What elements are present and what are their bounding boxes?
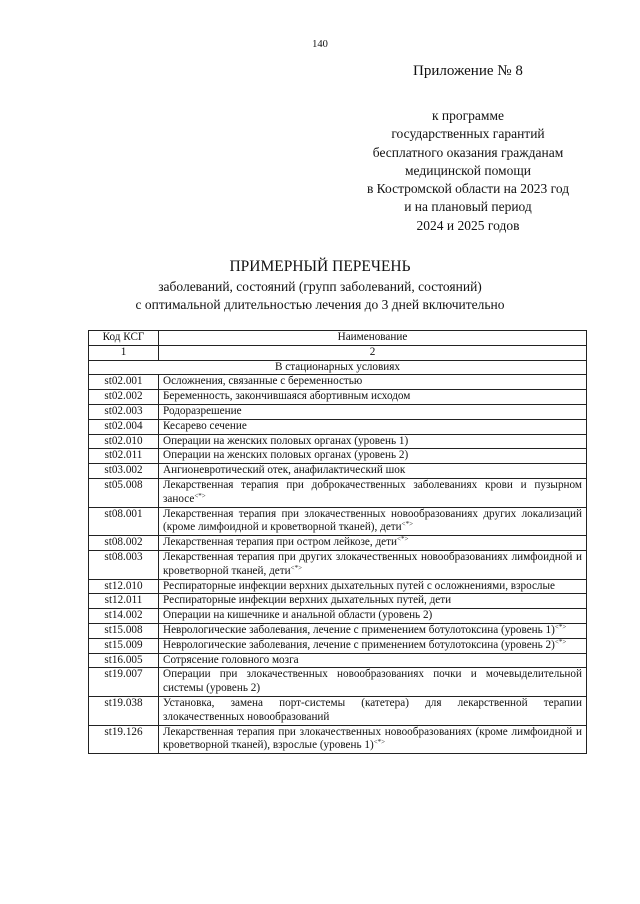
- ksg-name-cell: [159, 696, 587, 725]
- program-line: и на плановый период: [404, 199, 532, 215]
- ksg-name: Неврологические заболевания, лечение с применением ботулотоксина (уровень 2): [163, 638, 555, 651]
- ksg-code: st19.126: [89, 725, 159, 754]
- section-row: [89, 360, 587, 375]
- ksg-name: Лекарственная терапия при других злокачественных новообразованиях лимфоидной и кроветворной тканей, дети: [163, 550, 582, 577]
- ksg-name-cell: [159, 638, 587, 653]
- ksg-name: Ангионевротический отек, анафилактический шок: [163, 464, 406, 477]
- ksg-code: st08.002: [89, 536, 159, 551]
- ksg-code: st08.003: [89, 550, 159, 579]
- ksg-name-cell: [159, 536, 587, 551]
- column-number: 2: [159, 345, 587, 360]
- table-row: [89, 579, 587, 594]
- appendix-title: Приложение № 8: [413, 63, 523, 79]
- ksg-code: st02.004: [89, 419, 159, 434]
- ksg-table: [88, 330, 587, 754]
- table-row: [89, 449, 587, 464]
- column-header-name: Наименование: [159, 331, 587, 346]
- ksg-name: Неврологические заболевания, лечение с применением ботулотоксина (уровень 1): [163, 623, 555, 636]
- program-line: государственных гарантий: [391, 126, 545, 142]
- ksg-name: Операции при злокачественных новообразованиях почки и мочевыделительной системы (уровень 2): [163, 668, 582, 695]
- ksg-name: Операции на кишечнике и анальной области (уровень 2): [163, 609, 433, 622]
- ksg-code: st02.002: [89, 390, 159, 405]
- document-subtitle: [0, 278, 640, 313]
- subtitle-line: заболеваний, состояний (групп заболеваний, состояний): [158, 279, 482, 294]
- ksg-name-cell: [159, 507, 587, 536]
- column-header-code: Код КСГ: [89, 331, 159, 346]
- ksg-code: st16.005: [89, 653, 159, 668]
- ksg-code: st05.008: [89, 478, 159, 507]
- table-row: [89, 390, 587, 405]
- ksg-code: st08.001: [89, 507, 159, 536]
- ksg-code: st02.010: [89, 434, 159, 449]
- program-reference: [344, 107, 592, 235]
- ksg-name-cell: [159, 594, 587, 609]
- section-label: В стационарных условиях: [89, 360, 587, 375]
- program-line: в Костромской области на 2023 год: [366, 181, 570, 197]
- table-header-row: [89, 331, 587, 346]
- ksg-code: st19.038: [89, 696, 159, 725]
- ksg-name: Кесарево сечение: [163, 419, 247, 432]
- ksg-name-cell: [159, 725, 587, 754]
- ksg-name: Лекарственная терапия при злокачественных новообразованиях других локализаций (кроме лимфоидной и кроветворной тканей), дети: [163, 507, 582, 534]
- column-number: 1: [89, 345, 159, 360]
- ksg-code: st02.011: [89, 449, 159, 464]
- document-title: ПРИМЕРНЫЙ ПЕРЕЧЕНЬ: [229, 258, 411, 275]
- ksg-name-cell: [159, 623, 587, 638]
- ksg-name-cell: [159, 668, 587, 697]
- ksg-name: Беременность, закончившаяся абортивным исходом: [163, 390, 411, 403]
- footnote-mark: <*>: [397, 535, 409, 544]
- table-row: [89, 478, 587, 507]
- subtitle-line: с оптимальной длительностью лечения до 3 дней включительно: [135, 296, 505, 312]
- ksg-name-cell: [159, 404, 587, 419]
- ksg-name-cell: [159, 390, 587, 405]
- program-line: бесплатного оказания гражданам: [372, 144, 564, 160]
- program-line: 2024 и 2025 годов: [416, 217, 520, 233]
- ksg-name-cell: [159, 653, 587, 668]
- table-row: [89, 419, 587, 434]
- table-row: [89, 536, 587, 551]
- table-row: [89, 638, 587, 653]
- ksg-name: Осложнения, связанные с беременностью: [163, 375, 363, 388]
- ksg-name: Лекарственная терапия при доброкачественных заболеваниях крови и пузырном заносе: [163, 478, 582, 505]
- ksg-name-cell: [159, 478, 587, 507]
- ksg-name: Установка, замена порт-системы (катетера) для лекарственной терапии злокачественных новообразований: [163, 696, 582, 723]
- table-row: [89, 623, 587, 638]
- ksg-name: Лекарственная терапия при злокачественных новообразованиях (кроме лимфоидной и кроветворной тканей), взрослые (уровень 1): [163, 725, 582, 752]
- ksg-code: st02.001: [89, 375, 159, 390]
- ksg-code: st14.002: [89, 609, 159, 624]
- ksg-name: Респираторные инфекции верхних дыхательных путей, дети: [163, 594, 452, 607]
- table-row: [89, 696, 587, 725]
- ksg-name-cell: [159, 579, 587, 594]
- ksg-code: st12.010: [89, 579, 159, 594]
- table-row: [89, 507, 587, 536]
- table-row: [89, 653, 587, 668]
- table-row: [89, 609, 587, 624]
- ksg-code: st19.007: [89, 668, 159, 697]
- footnote-mark: <*>: [194, 491, 206, 500]
- table-row: [89, 464, 587, 479]
- ksg-name: Операции на женских половых органах (уровень 2): [163, 449, 409, 462]
- ksg-name-cell: [159, 609, 587, 624]
- table-row: [89, 550, 587, 579]
- ksg-code: st03.002: [89, 464, 159, 479]
- ksg-name-cell: [159, 464, 587, 479]
- footnote-mark: <*>: [554, 622, 567, 631]
- column-number-row: [89, 345, 587, 360]
- table-row: [89, 725, 587, 754]
- ksg-code: st15.009: [89, 638, 159, 653]
- table-row: [89, 434, 587, 449]
- page-number: 140: [312, 39, 328, 50]
- footnote-mark: <*>: [401, 520, 414, 529]
- ksg-name-cell: [159, 434, 587, 449]
- ksg-name-cell: [159, 449, 587, 464]
- table-row: [89, 668, 587, 697]
- ksg-name: Сотрясение головного мозга: [163, 653, 299, 666]
- ksg-name-cell: [159, 419, 587, 434]
- program-line: к программе: [431, 108, 504, 123]
- program-line: медицинской помощи: [405, 162, 531, 178]
- table-row: [89, 375, 587, 390]
- footnote-mark: <*>: [554, 637, 567, 646]
- table-row: [89, 594, 587, 609]
- ksg-name: Респираторные инфекции верхних дыхательных путей с осложнениями, взрослые: [163, 579, 555, 592]
- ksg-name-cell: [159, 550, 587, 579]
- footnote-mark: <*>: [373, 738, 386, 747]
- ksg-code: st02.003: [89, 404, 159, 419]
- ksg-name-cell: [159, 375, 587, 390]
- ksg-code: st15.008: [89, 623, 159, 638]
- ksg-name: Операции на женских половых органах (уровень 1): [163, 434, 409, 447]
- footnote-mark: <*>: [290, 563, 303, 572]
- table-body: [89, 360, 587, 754]
- ksg-code: st12.011: [89, 594, 159, 609]
- ksg-name: Лекарственная терапия при остром лейкозе, дети: [163, 536, 397, 549]
- table-row: [89, 404, 587, 419]
- ksg-name: Родоразрешение: [163, 404, 242, 417]
